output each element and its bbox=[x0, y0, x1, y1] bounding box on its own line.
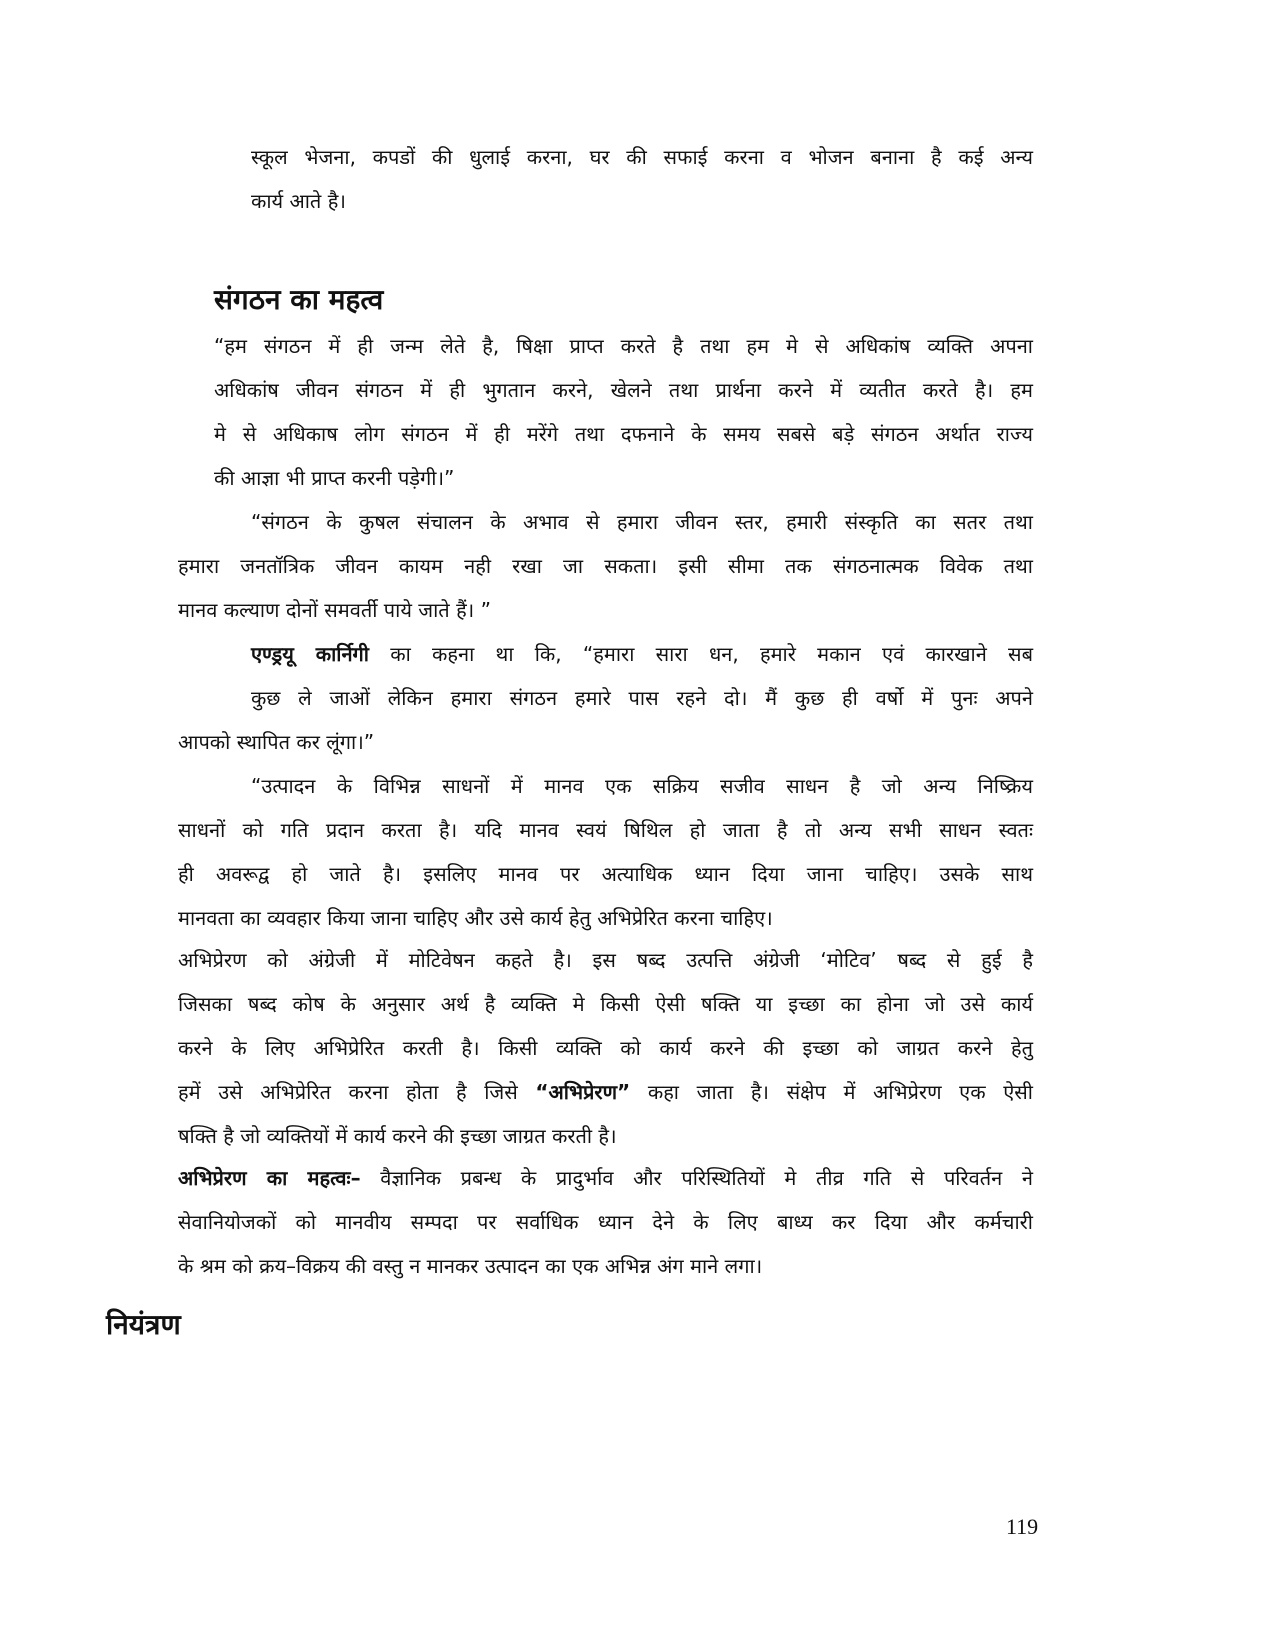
importance-label: अभिप्रेरण का महत्वः– bbox=[178, 1166, 361, 1190]
motivation-term: “अभिप्रेरण” bbox=[535, 1080, 631, 1104]
quote-1-line-4: की आज्ञा भी प्राप्त करनी पड़ेगी।” bbox=[214, 466, 455, 490]
intro-line-1: स्कूल भेजना, कपडों की धुलाई करना, घर की सफाई करना व भोजन बनाना है कई अन्य bbox=[251, 145, 1033, 169]
quote-1-line-3: मे से अधिकाष लोग संगठन में ही मरेंगे तथा दफनाने के समय सबसे बड़े संगठन अर्थात राज्य bbox=[214, 422, 1033, 446]
quote-2-line-1: “संगठन के कुषल संचालन के अभाव से हमारा जीवन स्तर, हमारी संस्कृति का सतर तथा bbox=[251, 510, 1033, 534]
heading-control: नियंत्रण bbox=[106, 1308, 181, 1341]
motivation-line-1: अभिप्रेरण को अंग्रेजी में मोटिवेषन कहते है। इस षब्द उत्पत्ति अंग्रेजी ‘मोटिव’ षब्द से हुई है bbox=[178, 948, 1033, 972]
andrew-quote-line-1 bbox=[251, 640, 1033, 668]
motivation-line-4-a: हमें उसे अभिप्रेरित करना होता है जिसे bbox=[178, 1080, 536, 1104]
quote-3-line-3: ही अवरूद्व हो जाते है। इसलिए मानव पर अत्याधिक ध्यान दिया जाना चाहिए। उसके साथ bbox=[178, 862, 1033, 886]
motivation-line-4 bbox=[178, 1078, 1033, 1106]
andrew-quote-line-2: कुछ ले जाओं लेकिन हमारा संगठन हमारे पास रहने दो। मैं कुछ ही वर्षो में पुनः अपने bbox=[251, 686, 1033, 710]
motivation-line-2: जिसका षब्द कोष के अनुसार अर्थ है व्यक्ति मे किसी ऐसी षक्ति या इच्छा का होना जो उसे कार्य bbox=[178, 992, 1033, 1016]
quote-2-line-3: मानव कल्याण दोनों समवर्ती पाये जाते हैं। ” bbox=[178, 598, 491, 622]
heading-importance-of-organization: संगठन का महत्व bbox=[214, 283, 384, 316]
andrew-name: एण्ड्रयू कार्निगी bbox=[251, 642, 369, 666]
quote-1-line-1: “हम संगठन में ही जन्म लेते है, षिक्षा प्राप्त करते है तथा हम मे से अधिकांष व्यक्ति अपना bbox=[214, 334, 1033, 358]
motivation-line-5: षक्ति है जो व्यक्तियों में कार्य करने की इच्छा जाग्रत करती है। bbox=[178, 1124, 617, 1148]
quote-3-line-1: “उत्पादन के विभिन्न साधनों में मानव एक सक्रिय सजीव साधन है जो अन्य निष्क्रिय bbox=[251, 774, 1033, 798]
importance-line-2: सेवानियोजकों को मानवीय सम्पदा पर सर्वाधिक ध्यान देने के लिए बाध्य कर दिया और कर्मचारी bbox=[178, 1210, 1033, 1234]
quote-2-line-2: हमारा जनतॉत्रिक जीवन कायम नही रखा जा सकता। इसी सीमा तक संगठनात्मक विवेक तथा bbox=[178, 554, 1033, 578]
quote-3-line-2: साधनों को गति प्रदान करता है। यदि मानव स्वयं षिथिल हो जाता है तो अन्य सभी साधन स्वतः bbox=[178, 818, 1033, 842]
page-number: 119 bbox=[1006, 1514, 1039, 1539]
motivation-line-3: करने के लिए अभिप्रेरित करती है। किसी व्यक्ति को कार्य करने की इच्छा को जाग्रत करने हेतु bbox=[178, 1036, 1033, 1060]
andrew-quote-line-3: आपको स्थापित कर लूंगा।” bbox=[178, 730, 375, 754]
motivation-line-4-b: कहा जाता है। संक्षेप में अभिप्रेरण एक ऐसी bbox=[630, 1080, 1033, 1104]
importance-line-1-rest: वैज्ञानिक प्रबन्ध के प्रादुर्भाव और परिस्थितियों मे तीव्र गति से परिवर्तन ने bbox=[360, 1166, 1034, 1190]
importance-line-3: के श्रम को क्रय–विक्रय की वस्तु न मानकर उत्पादन का एक अभिन्न अंग माने लगा। bbox=[178, 1254, 763, 1278]
quote-3-line-4: मानवता का व्यवहार किया जाना चाहिए और उसे कार्य हेतु अभिप्रेरित करना चाहिए। bbox=[178, 906, 773, 930]
quote-1-line-2: अधिकांष जीवन संगठन में ही भुगतान करने, खेलने तथा प्रार्थना करने में व्यतीत करते है। हम bbox=[214, 378, 1033, 402]
andrew-line-1-rest: का कहना था कि, “हमारा सारा धन, हमारे मकान एवं कारखाने सब bbox=[368, 642, 1033, 666]
intro-line-2: कार्य आते है। bbox=[251, 189, 346, 213]
importance-line-1 bbox=[178, 1164, 1033, 1192]
